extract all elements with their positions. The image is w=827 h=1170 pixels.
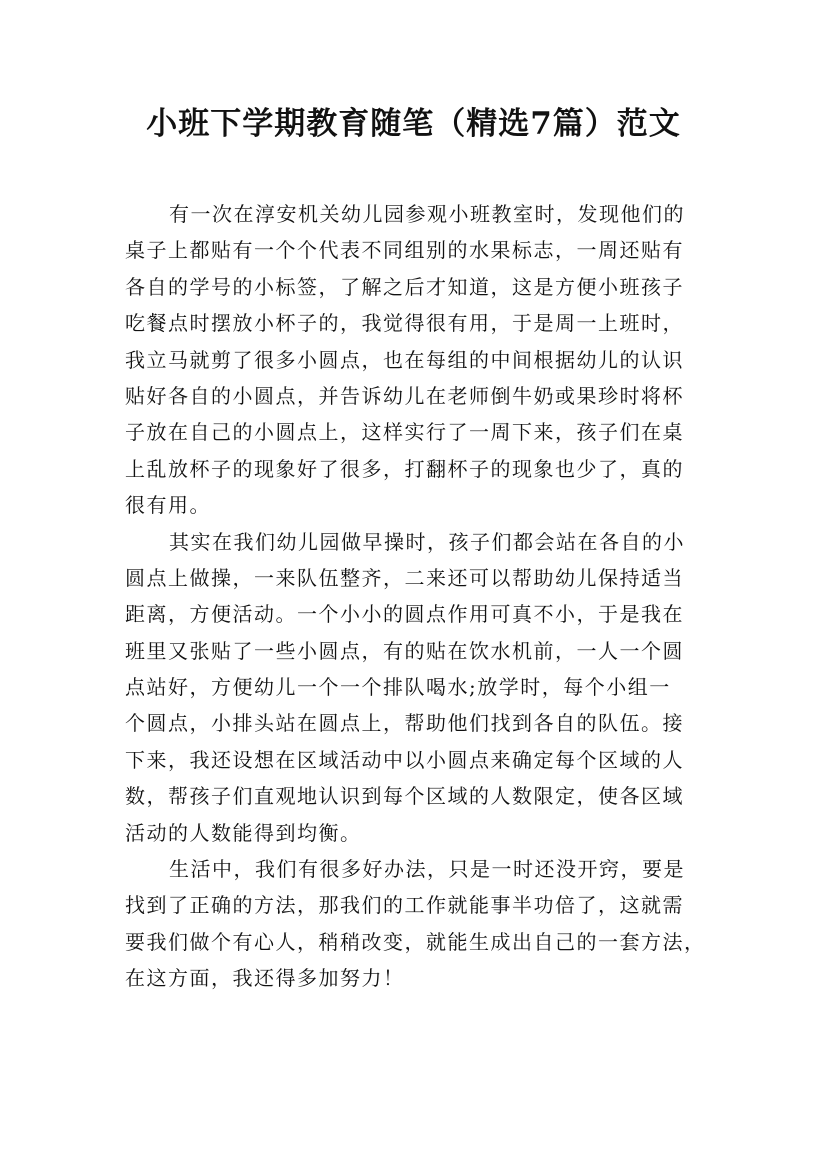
text-line: 有一次在淳安机关幼儿园参观小班教室时，发现他们的 xyxy=(169,202,685,226)
text-line: 桌子上都贴有一个个代表不同组别的水果标志，一周还贴有 xyxy=(125,238,684,263)
paragraph-2 xyxy=(125,524,703,852)
paragraph-1 xyxy=(125,196,703,524)
document-title: 小班下学期教育随笔（精选7篇）范文 xyxy=(146,106,681,142)
text-line: 子放在自己的小圆点上，这样实行了一周下来，孩子们在桌 xyxy=(125,420,684,445)
text-line: 找到了正确的方法，那我们的工作就能事半功倍了，这就需 xyxy=(125,893,684,918)
text-line: 活动的人数能得到均衡。 xyxy=(125,820,362,845)
text-line: 点站好，方便幼儿一个一个排队喝水;放学时，每个小组一 xyxy=(125,675,671,700)
text-line: 吃餐点时摆放小杯子的，我觉得很有用，于是周一上班时， xyxy=(125,311,684,336)
text-line: 个圆点，小排头站在圆点上，帮助他们找到各自的队伍。接 xyxy=(125,711,684,736)
text-line: 圆点上做操，一来队伍整齐，二来还可以帮助幼儿保持适当 xyxy=(125,565,684,590)
text-line: 数，帮孩子们直观地认识到每个区域的人数限定，使各区域 xyxy=(125,784,684,809)
document-body xyxy=(125,196,706,997)
text-line: 贴好各自的小圆点，并告诉幼儿在老师倒牛奶或果珍时将杯 xyxy=(125,383,684,408)
text-line: 要我们做个有心人，稍稍改变，就能生成出自己的一套方法， xyxy=(125,929,706,954)
text-line: 生活中，我们有很多好办法，只是一时还没开窍，要是 xyxy=(169,857,685,882)
text-line: 其实在我们幼儿园做早操时，孩子们都会站在各自的小 xyxy=(169,529,685,554)
text-line: 很有用。 xyxy=(125,493,211,518)
paragraph-3 xyxy=(125,851,706,997)
text-line: 各自的学号的小标签，了解之后才知道，这是方便小班孩子 xyxy=(125,274,684,299)
text-line: 班里又张贴了一些小圆点，有的贴在饮水机前，一人一个圆 xyxy=(125,638,684,663)
text-line: 上乱放杯子的现象好了很多，打翻杯子的现象也少了，真的 xyxy=(125,456,684,481)
text-line: 我立马就剪了很多小圆点，也在每组的中间根据幼儿的认识 xyxy=(125,347,684,372)
text-line: 在这方面，我还得多加努力！ xyxy=(125,966,405,991)
text-line: 下来，我还设想在区域活动中以小圆点来确定每个区域的人 xyxy=(125,747,684,772)
text-line: 距离，方便活动。一个小小的圆点作用可真不小，于是我在 xyxy=(125,602,684,627)
